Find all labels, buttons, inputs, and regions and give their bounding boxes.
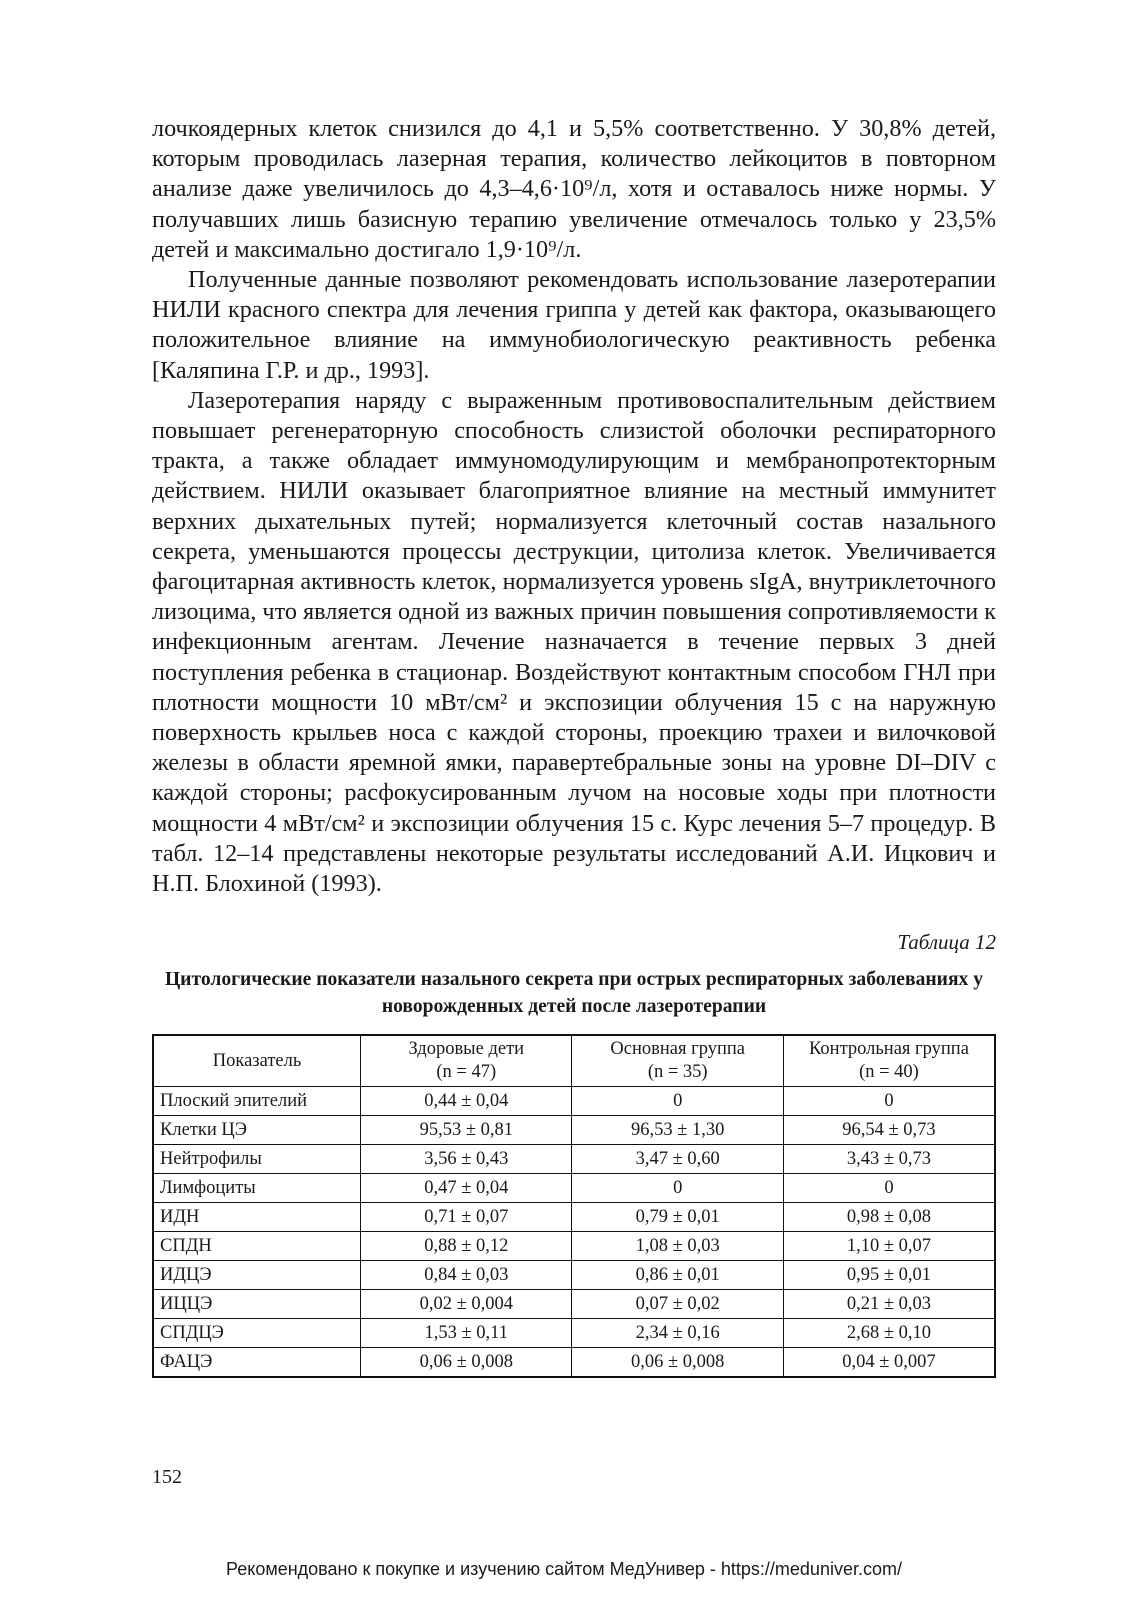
header-control-group: Контрольная группа (n = 40) <box>783 1035 995 1087</box>
table-row <box>153 1174 995 1203</box>
value-cell: 96,54 ± 0,73 <box>783 1116 995 1145</box>
value-cell: 1,53 ± 0,11 <box>361 1319 572 1348</box>
paragraph-2: Полученные данные позволяют рекомендовать использование лазеротерапии НИЛИ красного спектра для лечения гриппа у детей как фактора, оказывающего положительное влияние на иммунобиологическую реактивность ребенка [Каляпина Г.Р. и др., 1993]. <box>152 266 996 384</box>
value-cell: 0,06 ± 0,008 <box>361 1348 572 1378</box>
value-cell: 0,44 ± 0,04 <box>361 1087 572 1116</box>
indicator-cell: ИДН <box>153 1203 361 1232</box>
value-cell: 0,06 ± 0,008 <box>572 1348 783 1378</box>
value-cell: 0,04 ± 0,007 <box>783 1348 995 1378</box>
cytology-table <box>152 1034 996 1378</box>
header-main-group: Основная группа (n = 35) <box>572 1035 783 1087</box>
table-row <box>153 1348 995 1378</box>
indicator-cell: СПДН <box>153 1232 361 1261</box>
value-cell: 3,56 ± 0,43 <box>361 1145 572 1174</box>
value-cell: 0 <box>783 1174 995 1203</box>
table-body <box>153 1087 995 1378</box>
value-cell: 0,86 ± 0,01 <box>572 1261 783 1290</box>
paragraph-3: Лазеротерапия наряду с выраженным противовоспалительным действием повышает регенераторную способность слизистой оболочки респираторного тракта, а также обладает иммуномодулирующим и мембранопротекторным действием. НИЛИ оказывает благоприятное влияние на местный иммунитет верхних дыхательных путей; нормализуется клеточный состав назального секрета, уменьшаются процессы деструкции, цитолиза клеток. Увеличивается фагоцитарная активность клеток, нормализуется уровень sIgA, внутриклеточного лизоцима, что является одной из важных причин повышения сопротивляемости к инфекционным агентам. Лечение назначается в течение первых 3 дней поступления ребенка в стационар. Воздействуют контактным способом ГНЛ при плотности мощности 10 мВт/см² и экспозиции облучения 15 с на наружную поверхность крыльев носа с каждой стороны, проекцию трахеи и вилочковой железы в области яремной ямки, паравертебральные зоны на уровне DI–DIV с каждой стороны; расфокусированным лучом на носовые ходы при плотности мощности 4 мВт/см² и экспозиции облучения 15 с. Курс лечения 5–7 процедур. В табл. 12–14 представлены некоторые результаты исследований А.И. Ицкович и Н.П. Блохиной (1993). <box>152 386 996 898</box>
value-cell: 1,08 ± 0,03 <box>572 1232 783 1261</box>
value-cell: 2,68 ± 0,10 <box>783 1319 995 1348</box>
value-cell: 0,21 ± 0,03 <box>783 1290 995 1319</box>
indicator-cell: ИЦЦЭ <box>153 1290 361 1319</box>
value-cell: 0 <box>783 1087 995 1116</box>
table-row <box>153 1116 995 1145</box>
value-cell: 0,47 ± 0,04 <box>361 1174 572 1203</box>
table-row <box>153 1261 995 1290</box>
value-cell: 0,95 ± 0,01 <box>783 1261 995 1290</box>
paragraph-1: лочкоядерных клеток снизился до 4,1 и 5,5% соответственно. У 30,8% детей, которым проводилась лазерная терапия, количество лейкоцитов в повторном анализе даже увеличилось до 4,3–4,6·10⁹/л, хотя и оставалось ниже нормы. У получавших лишь базисную терапию увеличение отмечалось только у 23,5% детей и максимально достигало 1,9·10⁹/л. <box>152 115 996 263</box>
table-row <box>153 1145 995 1174</box>
table-row <box>153 1203 995 1232</box>
table-row <box>153 1319 995 1348</box>
table-row <box>153 1087 995 1116</box>
header-healthy: Здоровые дети (n = 47) <box>361 1035 572 1087</box>
value-cell: 0 <box>572 1174 783 1203</box>
value-cell: 0,02 ± 0,004 <box>361 1290 572 1319</box>
value-cell: 1,10 ± 0,07 <box>783 1232 995 1261</box>
page-number: 152 <box>152 1466 182 1488</box>
indicator-cell: Нейтрофилы <box>153 1145 361 1174</box>
indicator-cell: ИДЦЭ <box>153 1261 361 1290</box>
footer-note: Рекомендовано к покупке и изучению сайтом МедУнивер - https://meduniver.com/ <box>226 1559 902 1579</box>
table-header-row <box>153 1035 995 1087</box>
indicator-cell: Клетки ЦЭ <box>153 1116 361 1145</box>
value-cell: 95,53 ± 0,81 <box>361 1116 572 1145</box>
value-cell: 2,34 ± 0,16 <box>572 1319 783 1348</box>
table-label: Таблица 12 <box>897 930 996 954</box>
value-cell: 0 <box>572 1087 783 1116</box>
body-text <box>152 114 996 899</box>
value-cell: 3,43 ± 0,73 <box>783 1145 995 1174</box>
value-cell: 0,07 ± 0,02 <box>572 1290 783 1319</box>
table-row <box>153 1232 995 1261</box>
value-cell: 3,47 ± 0,60 <box>572 1145 783 1174</box>
indicator-cell: Плоский эпителий <box>153 1087 361 1116</box>
value-cell: 0,71 ± 0,07 <box>361 1203 572 1232</box>
value-cell: 0,79 ± 0,01 <box>572 1203 783 1232</box>
value-cell: 96,53 ± 1,30 <box>572 1116 783 1145</box>
value-cell: 0,84 ± 0,03 <box>361 1261 572 1290</box>
indicator-cell: Лимфоциты <box>153 1174 361 1203</box>
table-title: Цитологические показатели назального секрета при острых респираторных заболеваниях у новорожденных детей после лазеротерапии <box>164 969 984 1017</box>
indicator-cell: СПДЦЭ <box>153 1319 361 1348</box>
indicator-cell: ФАЦЭ <box>153 1348 361 1378</box>
value-cell: 0,98 ± 0,08 <box>783 1203 995 1232</box>
header-indicator: Показатель <box>153 1035 361 1087</box>
table-row <box>153 1290 995 1319</box>
value-cell: 0,88 ± 0,12 <box>361 1232 572 1261</box>
